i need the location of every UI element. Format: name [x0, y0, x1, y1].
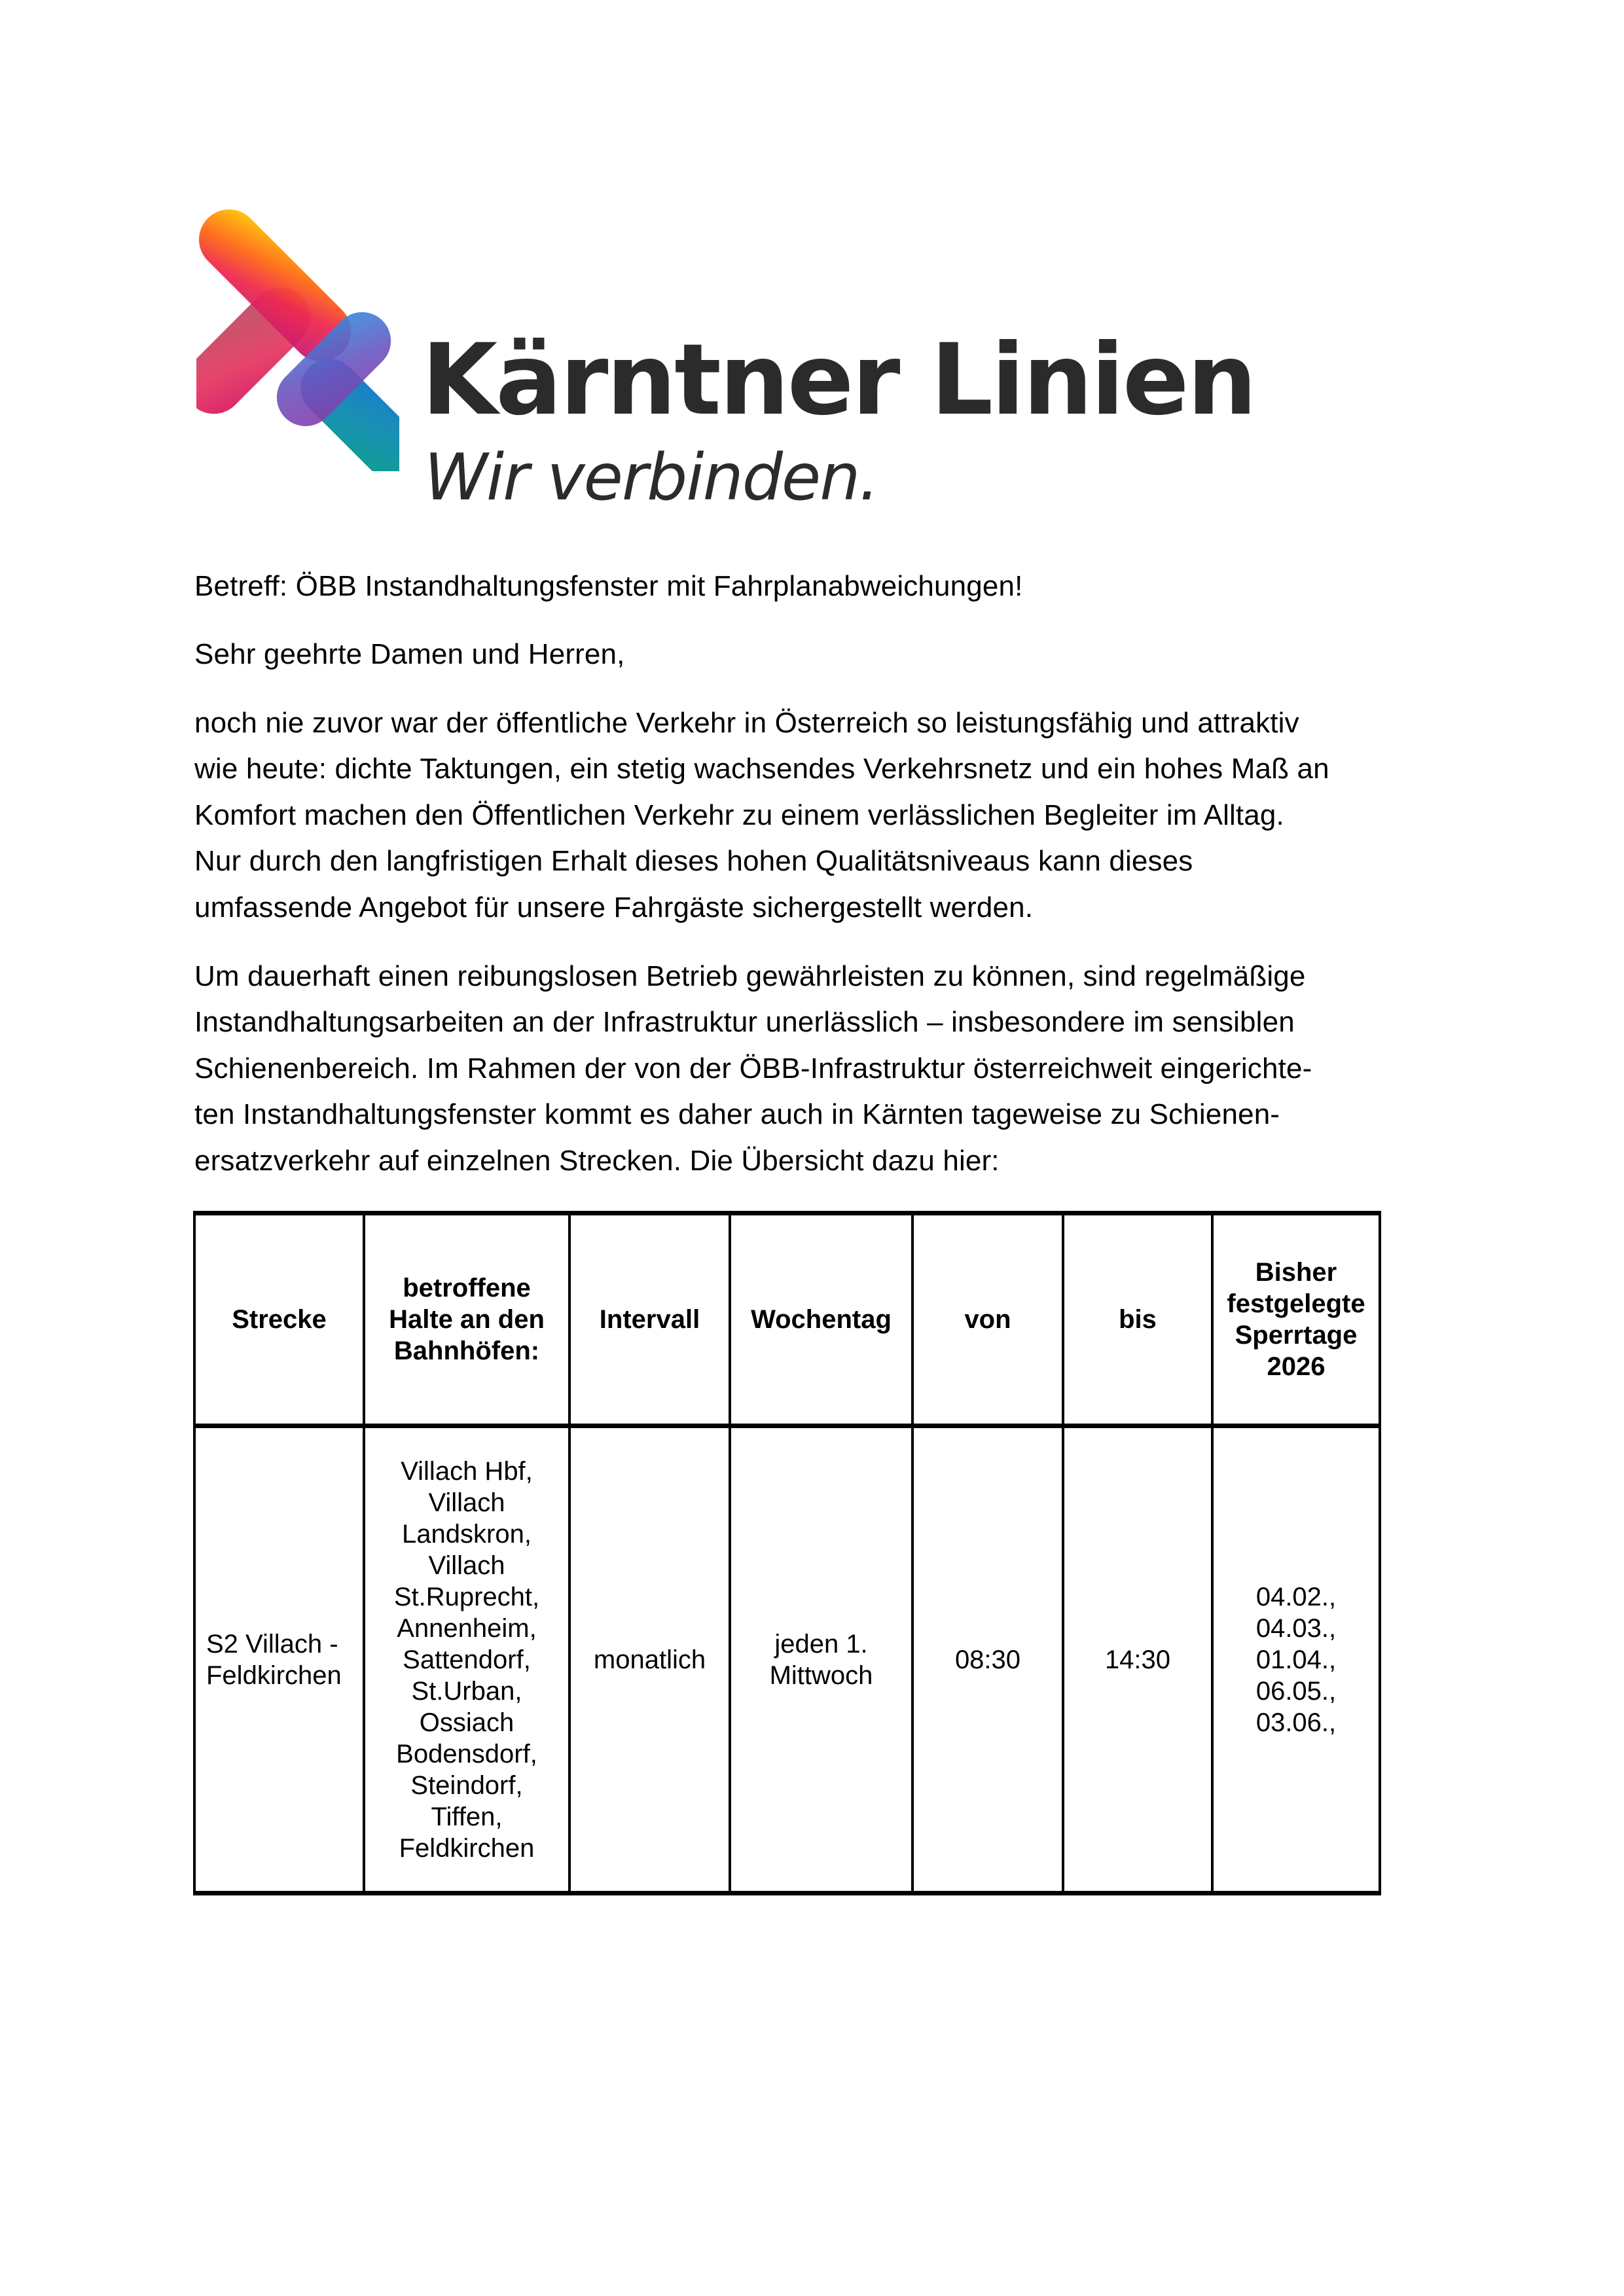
subject-line: Betreff: ÖBB Instandhaltungsfenster mit Fahrplanabweichungen! — [194, 570, 1023, 602]
header-intervall — [569, 1213, 730, 1426]
station-name: Annenheim, — [397, 1613, 537, 1643]
cell-text: 14:30 — [1104, 1645, 1171, 1674]
station-name: Villach — [428, 1488, 505, 1517]
logo-tagline: Wir verbinden. — [424, 440, 878, 515]
closure-date: 01.04., — [1255, 1645, 1337, 1674]
letter-greeting — [194, 632, 625, 677]
station-name: Bodensdorf, — [396, 1739, 537, 1768]
station-name: Villach — [428, 1551, 505, 1580]
header-sperrtage — [1212, 1213, 1380, 1426]
company-logo — [196, 193, 1255, 515]
cell-text: 08:30 — [954, 1645, 1021, 1674]
cell-text: Mittwoch — [769, 1660, 873, 1690]
station-name: Feldkirchen — [399, 1833, 535, 1863]
cell-halte — [364, 1426, 569, 1893]
closure-date: 03.06., — [1255, 1708, 1337, 1737]
paragraph-introduction — [194, 700, 1329, 931]
cell-sperrtage — [1212, 1426, 1380, 1893]
header-bis — [1063, 1213, 1212, 1426]
header-text: Bisher — [1255, 1258, 1337, 1287]
station-name: Ossiach — [419, 1708, 514, 1737]
paragraph-line: Instandhaltungsarbeiten an der Infrastruktur unerlässlich – insbesondere im sensiblen — [194, 1006, 1295, 1039]
cell-wochentag — [730, 1426, 912, 1893]
header-von — [912, 1213, 1063, 1426]
kaerntner-linien-logo-icon — [196, 193, 399, 471]
closure-date: 06.05., — [1255, 1676, 1337, 1706]
cell-intervall — [569, 1426, 730, 1893]
paragraph-line: Komfort machen den Öffentlichen Verkehr zu einem verlässlichen Begleiter im Alltag. — [194, 798, 1284, 831]
paragraph-maintenance — [194, 954, 1312, 1184]
header-wochentag — [730, 1213, 912, 1426]
closure-date: 04.03., — [1255, 1613, 1337, 1643]
station-name: Steindorf, — [410, 1770, 523, 1800]
header-text: Strecke — [232, 1305, 327, 1334]
table-row — [194, 1426, 1380, 1893]
station-name: Tiffen, — [431, 1802, 503, 1831]
header-text: betroffene — [403, 1274, 531, 1302]
header-text: Wochentag — [751, 1305, 892, 1334]
station-name: St.Urban, — [411, 1676, 522, 1706]
header-text: von — [964, 1305, 1011, 1334]
paragraph-line: ersatzverkehr auf einzelnen Strecken. Die Übersicht dazu hier: — [194, 1144, 1000, 1177]
logo-wordmark: Kärntner Linien — [422, 323, 1255, 437]
paragraph-line: Schienenbereich. Im Rahmen der von der ÖBB-Infrastruktur österreichweit eingerichte- — [194, 1052, 1312, 1085]
paragraph-line: Um dauerhaft einen reibungslosen Betrieb gewährleisten zu können, sind regelmäßige — [194, 960, 1306, 992]
station-name: Landskron, — [402, 1519, 532, 1549]
paragraph-line: umfassende Angebot für unsere Fahrgäste sichergestellt werden. — [194, 891, 1034, 924]
cell-bis — [1063, 1426, 1212, 1893]
header-text: Halte an den — [389, 1305, 545, 1334]
cell-text: S2 Villach - — [206, 1629, 338, 1659]
cell-von — [912, 1426, 1063, 1893]
table-header-row — [194, 1213, 1380, 1426]
station-name: Sattendorf, — [403, 1645, 531, 1674]
header-text: Sperrtage — [1235, 1321, 1358, 1350]
header-strecke — [194, 1213, 364, 1426]
maintenance-schedule-table — [193, 1211, 1381, 1895]
cell-strecke — [194, 1426, 364, 1893]
station-name: Villach Hbf, — [401, 1456, 533, 1486]
header-text: 2026 — [1267, 1352, 1326, 1381]
cell-text: jeden 1. — [774, 1629, 868, 1659]
header-text: Bahnhöfen: — [393, 1336, 540, 1365]
paragraph-line: Nur durch den langfristigen Erhalt dieses hohen Qualitätsniveaus kann dieses — [194, 845, 1193, 878]
paragraph-line: ten Instandhaltungsfenster kommt es daher auch in Kärnten tageweise zu Schienen- — [194, 1098, 1280, 1131]
cell-text: monatlich — [593, 1645, 706, 1674]
greeting-line: Sehr geehrte Damen und Herren, — [194, 638, 625, 670]
letter-subject — [194, 564, 1023, 609]
cell-text: Feldkirchen — [206, 1660, 342, 1690]
station-name: St.Ruprecht, — [393, 1582, 540, 1611]
header-text: festgelegte — [1227, 1289, 1365, 1318]
paragraph-line: noch nie zuvor war der öffentliche Verkehr in Österreich so leistungsfähig und attraktiv — [194, 707, 1299, 739]
paragraph-line: wie heute: dichte Taktungen, ein stetig wachsendes Verkehrsnetz und ein hohes Maß an — [194, 753, 1329, 785]
header-text: Intervall — [599, 1305, 700, 1334]
header-text: bis — [1119, 1305, 1157, 1334]
closure-date: 04.02., — [1255, 1582, 1337, 1611]
header-betroffene-halte — [364, 1213, 569, 1426]
